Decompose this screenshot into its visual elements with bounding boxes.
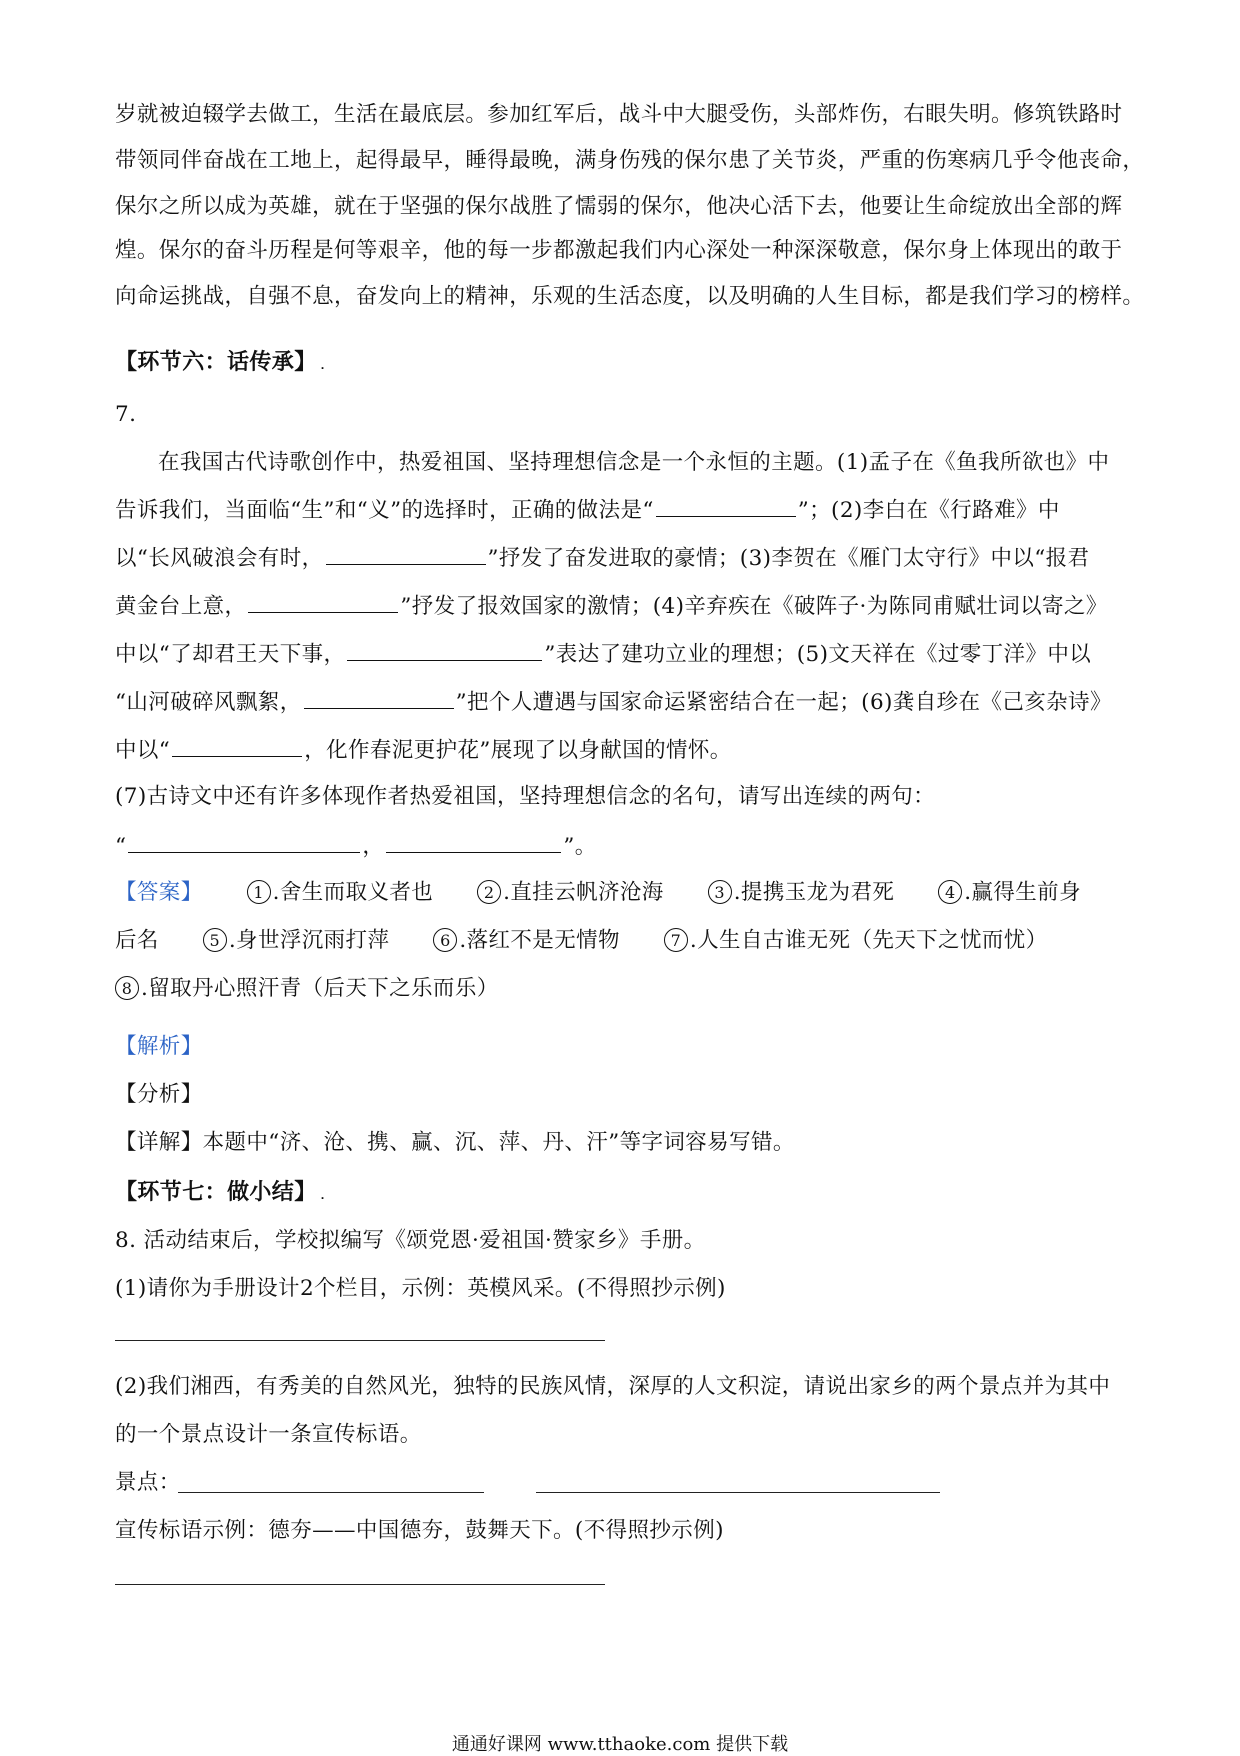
analysis-label: 【解析】 <box>115 1034 203 1059</box>
intro-line-4: 煌。保尔的奋斗历程是何等艰辛，他的每一步都激起我们内心深处一种深深敬意，保尔身上体现出的敢于 <box>115 238 1123 263</box>
scenic-spot-blank-2[interactable] <box>536 1492 940 1493</box>
answer-item-3 <box>708 878 895 908</box>
q7-line-7 <box>115 734 732 766</box>
answer-blank-8[interactable] <box>386 830 561 853</box>
q7-line-5 <box>115 638 1091 670</box>
scenic-spot-blank-1[interactable] <box>178 1492 484 1493</box>
answer-blank-6[interactable] <box>172 734 302 757</box>
q7-line-1: 在我国古代诗歌创作中，热爱祖国、坚持理想信念是一个永恒的主题。(1)孟子在《鱼我所欲也》中 <box>158 450 1110 475</box>
q7-line-8: (7)古诗文中还有许多体现作者热爱祖国，坚持理想信念的名句，请写出连续的两句： <box>115 784 936 809</box>
q7-line-5-end: ”表达了建功立业的理想；(5)文天祥在《过零丁洋》中以 <box>544 642 1092 667</box>
q7-line-4-start: 黄金台上意， <box>115 594 247 619</box>
answer-line-2 <box>115 926 1048 956</box>
answer-blank-4[interactable] <box>347 638 542 661</box>
answer-item-7 <box>664 926 1048 956</box>
answer-number-6: 6 <box>433 928 457 952</box>
answer-blank-1[interactable] <box>656 494 796 517</box>
section-six-heading: 【环节六：话传承】 . <box>115 350 325 375</box>
q7-line-9-close-quote: ”。 <box>563 834 597 859</box>
q7-line-4 <box>115 590 1108 622</box>
answer-rule-1[interactable] <box>115 1340 605 1341</box>
answer-item-2 <box>477 878 664 908</box>
answer-text-4: .赢得生前身 <box>964 880 1081 905</box>
answer-text-6: .落红不是无情物 <box>459 928 620 953</box>
answer-number-5: 5 <box>203 928 227 952</box>
section-seven-heading: 【环节七：做小结】 . <box>115 1180 325 1205</box>
q7-line-6 <box>115 686 1112 718</box>
footer-credit: 通通好课网 www.tthaoke.com 提供下载 <box>451 1734 789 1755</box>
answer-text-7: .人生自古谁无死（先天下之忧而忧） <box>689 928 1048 953</box>
section-six-text: 【环节六：话传承】 <box>115 350 317 375</box>
answer-text-2: .直挂云帆济沧海 <box>503 880 664 905</box>
q8-line-5: 景点： <box>115 1470 181 1495</box>
answer-text-4-cont: 后名 <box>115 928 159 953</box>
answer-blank-5[interactable] <box>304 686 454 709</box>
q8-line-3: (2)我们湘西，有秀美的自然风光，独特的民族风情，深厚的人文积淀，请说出家乡的两个景点并为其中 <box>115 1374 1111 1399</box>
details-line: 【详解】本题中“济、沧、携、赢、沉、萍、丹、汗”等字词容易写错。 <box>115 1130 795 1155</box>
q8-line-4: 的一个景点设计一条宣传标语。 <box>115 1422 422 1447</box>
answer-item-5 <box>203 926 390 956</box>
q7-line-6-start: “山河破碎风飘絮， <box>115 690 302 715</box>
q7-line-6-end: ”把个人遭遇与国家命运紧密结合在一起；(6)龚自珍在《己亥杂诗》 <box>455 690 1112 715</box>
question-7-number: 7. <box>115 402 137 427</box>
q7-line-7-start: 中以“ <box>115 738 171 763</box>
answer-label: 【答案】 <box>115 880 203 905</box>
answer-line-3 <box>115 974 543 1004</box>
answer-text-5: .身世浮沉雨打萍 <box>228 928 390 953</box>
answer-text-8: .留取丹心照汗青（后天下之乐而乐） <box>141 976 499 1001</box>
answer-item-6 <box>433 926 620 956</box>
answer-number-2: 2 <box>477 880 501 904</box>
q8-line-1: 8. 活动结束后，学校拟编写《颂党恩·爱祖国·赞家乡》手册。 <box>115 1228 706 1253</box>
q7-line-9-open-quote: “ <box>115 834 127 859</box>
answer-blank-2[interactable] <box>326 542 486 565</box>
section-seven-text: 【环节七：做小结】 <box>115 1180 317 1205</box>
answer-number-1: 1 <box>247 880 271 904</box>
intro-line-2: 带领同伴奋战在工地上，起得最早，睡得最晚，满身伤残的保尔患了关节炎，严重的伤寒病几乎令他丧命， <box>115 148 1145 173</box>
q8-line-6: 宣传标语示例：德夯——中国德夯，鼓舞天下。(不得照抄示例) <box>115 1518 724 1543</box>
q7-line-9 <box>115 830 597 862</box>
q7-line-2-end: ”；(2)李白在《行路难》中 <box>797 498 1060 523</box>
intro-line-3: 保尔之所以成为英雄，就在于坚强的保尔战胜了懦弱的保尔，他决心活下去，他要让生命绽放出全部的辉 <box>115 194 1123 219</box>
q7-line-5-start: 中以“了却君王天下事， <box>115 642 346 667</box>
q7-line-2-start: 告诉我们，当面临“生”和“义”的选择时，正确的做法是“ <box>115 498 654 523</box>
q7-line-3-end: ”抒发了奋发进取的豪情；(3)李贺在《雁门太守行》中以“报君 <box>487 546 1090 571</box>
answer-rule-2[interactable] <box>115 1584 605 1585</box>
answer-number-7: 7 <box>664 928 688 952</box>
answer-text-3: .提携玉龙为君死 <box>733 880 895 905</box>
answer-line-1 <box>115 878 1081 908</box>
answer-number-4: 4 <box>938 880 962 904</box>
answer-blank-3[interactable] <box>248 590 398 613</box>
q7-line-9-comma: ， <box>362 834 385 859</box>
answer-item-8 <box>115 974 499 1004</box>
breakdown-label: 【分析】 <box>115 1082 203 1107</box>
q7-line-3 <box>115 542 1089 574</box>
intro-line-1: 岁就被迫辍学去做工，生活在最底层。参加红军后，战斗中大腿受伤，头部炸伤，右眼失明。修筑铁路时 <box>115 102 1123 127</box>
q7-line-3-start: 以“长风破浪会有时， <box>115 546 324 571</box>
q7-line-7-end: ，化作春泥更护花”展现了以身献国的情怀。 <box>304 738 732 763</box>
answer-item-1 <box>247 878 434 908</box>
answer-text-1: .舍生而取义者也 <box>272 880 434 905</box>
q7-line-2 <box>115 494 1060 526</box>
answer-number-8: 8 <box>115 976 139 1000</box>
q7-line-4-end: ”抒发了报效国家的激情；(4)辛弃疾在《破阵子·为陈同甫赋壮词以寄之》 <box>400 594 1108 619</box>
intro-line-5: 向命运挑战，自强不息，奋发向上的精神，乐观的生活态度，以及明确的人生目标，都是我们学习的榜样。 <box>115 284 1145 309</box>
answer-number-3: 3 <box>708 880 732 904</box>
q8-line-2: (1)请你为手册设计2个栏目，示例：英模风采。(不得照抄示例) <box>115 1276 726 1301</box>
answer-item-4 <box>938 878 1081 908</box>
answer-blank-7[interactable] <box>128 830 360 853</box>
